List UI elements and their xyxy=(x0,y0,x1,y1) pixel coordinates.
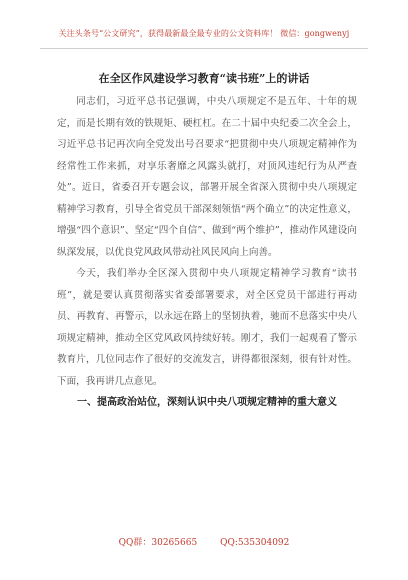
section-heading: 一、提高政治站位，深刻认识中央八项规定精神的重大意义 xyxy=(77,397,337,408)
paragraph: 今天，我们举办全区深入贯彻中央八项规定精神学习教育“读书班”，就是要认真贯彻落实省委部署要求，对全区党员干部进行再动员、再教育、再警示，以永远在路上的坚韧执着，驰而不息落实中央八项规定精神，推动全区党风政风持续好转。刚才，我们一起观看了警示教育片，几位同志作了很好的交流发言，讲得都很深刻，很有针对性。下面，我再讲几点意见。 xyxy=(57,268,357,387)
footer-qq-group: QQ群：30265665 xyxy=(118,538,198,548)
footer xyxy=(0,535,408,548)
page-title: 在全区作风建设学习教育“读书班”上的讲话 xyxy=(98,72,310,85)
header-divider xyxy=(40,48,368,49)
paragraph: 同志们，习近平总书记强调，中央八项规定不是五年、十年的规定，而是长期有效的铁规矩、硬杠杠。在二十届中央纪委二次全会上，习近平总书记再次向全党发出号召要求“把贯彻中央八项规定精神作为经常性工作来抓，对享乐奢靡之风露头就打，对顶风违纪行为从严查处”。近日，省委召开专题会议，部署开展全省深入贯彻中央八项规定精神学习教育，引导全省党员干部深刻领悟“两个确立”的决定性意义，增强“四个意识”、坚定“四个自信”、做到“两个维护”，推动作风建设向纵深发展，以优良党风政风带动社风民风向上向善。 xyxy=(57,96,357,258)
header-note: 关注头条号“公文研究”，获得最新最全最专业的公文资料库！ 微信：gongwenyj xyxy=(58,29,350,38)
footer-qq: QQ:535304092 xyxy=(220,538,290,548)
document-body xyxy=(57,91,357,414)
